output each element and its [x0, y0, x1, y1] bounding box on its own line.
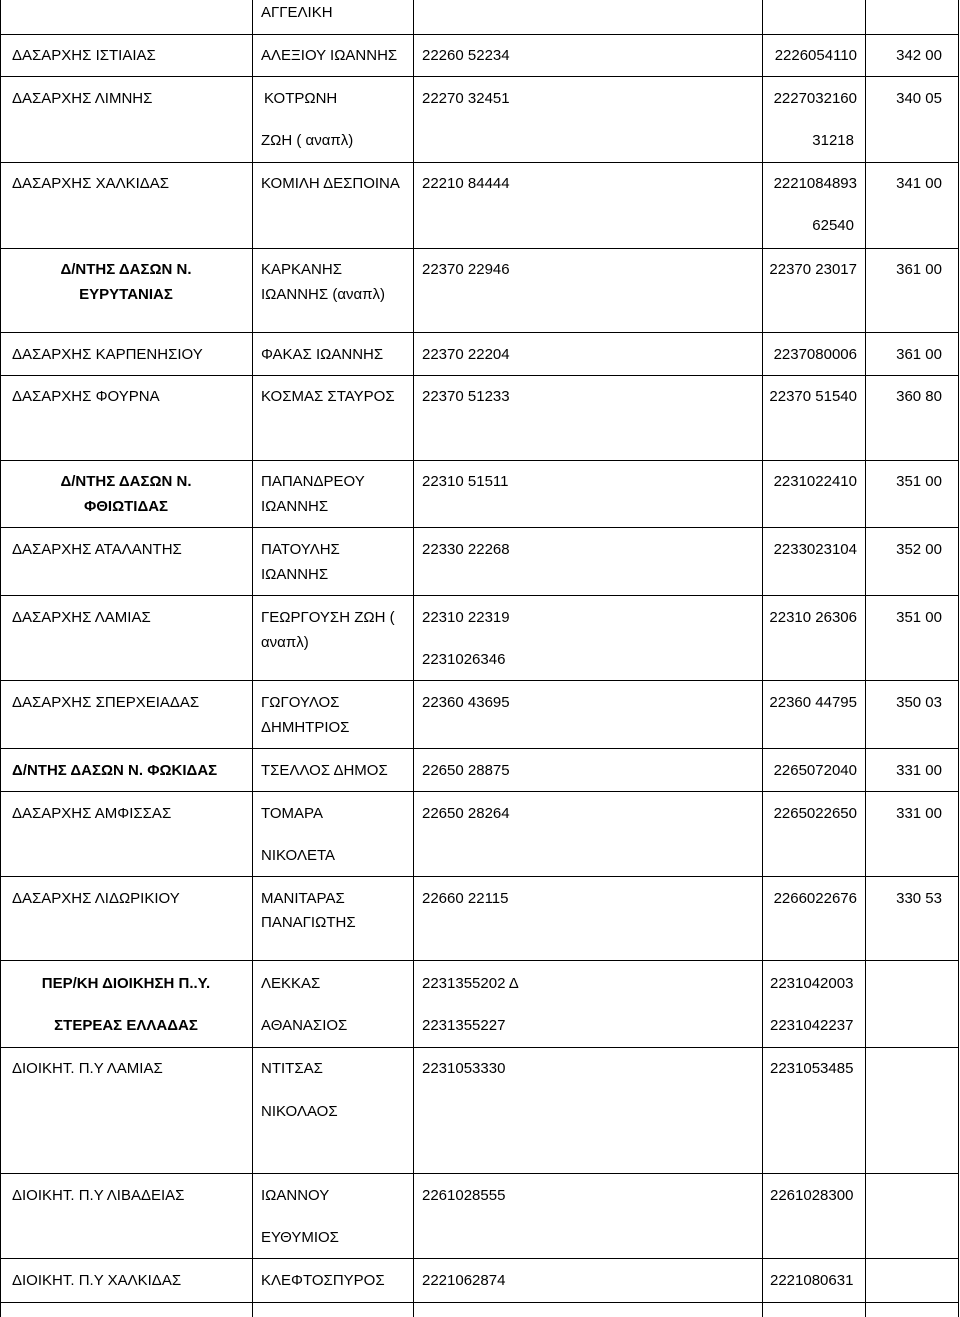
office-name-line2: ΕΥΡΥΤΑΝΙΑΣ	[79, 286, 173, 303]
person-name-line2: ΝΙΚΟΛΑΟΣ	[261, 1103, 338, 1120]
col-divider	[865, 0, 866, 1317]
phone-number: 22370 22204	[422, 346, 510, 363]
person-name: ΚΟΣΜΑΣ ΣΤΑΥΡΟΣ	[261, 388, 395, 405]
row-divider	[0, 876, 959, 877]
postal-code: 351 00	[896, 473, 942, 490]
phone-number: 2231053330	[422, 1060, 506, 1077]
postal-code: 361 00	[896, 261, 942, 278]
office-name: ΔΙΟΙΚΗΤ. Π.Υ ΛΑΜΙΑΣ	[12, 1060, 163, 1077]
person-name: ΚΟΤΡΩΝΗ	[264, 90, 338, 107]
row-divider	[0, 375, 959, 376]
office-name: Δ/ΝΤΗΣ ΔΑΣΩΝ Ν.	[60, 473, 192, 490]
col-divider	[0, 0, 1, 1317]
row-divider	[0, 960, 959, 961]
phone-number: 22330 22268	[422, 541, 510, 558]
fax-number: 2231042003	[770, 975, 854, 992]
postal-code: 342 00	[896, 47, 942, 64]
postal-code: 360 80	[896, 388, 942, 405]
phone-number: 22660 22115	[422, 890, 509, 907]
phone-number: 22370 51233	[422, 388, 510, 405]
person-name-line2: ΠΑΝΑΓΙΩΤΗΣ	[261, 914, 356, 931]
person-name: ΛΕΚΚΑΣ	[261, 975, 321, 992]
fax-number: 2266022676	[773, 890, 857, 907]
person-name-line2: ΙΩΑΝΝΗΣ	[261, 566, 329, 583]
person-name: ΚΛΕΦΤΟΣΠΥΡΟΣ	[261, 1272, 385, 1289]
person-name: ΤΣΕΛΛΟΣ ΔΗΜΟΣ	[261, 762, 388, 779]
phone-number-line2: 2231355227	[422, 1017, 506, 1034]
row-divider	[0, 1047, 959, 1048]
postal-code: 340 05	[896, 90, 942, 107]
person-name-line2: αναπλ)	[261, 634, 309, 651]
person-name: ΦΑΚΑΣ ΙΩΑΝΝΗΣ	[261, 346, 384, 363]
phone-number: 2221062874	[422, 1272, 506, 1289]
row-divider	[0, 680, 959, 681]
person-name-line2: ΙΩΑΝΝΗΣ	[261, 498, 329, 515]
col-divider	[762, 0, 763, 1317]
office-name: ΔΑΣΑΡΧΗΣ ΣΠΕΡΧΕΙΑΔΑΣ	[12, 694, 200, 711]
col-divider	[252, 0, 253, 1317]
fax-number: 2233023104	[773, 541, 857, 558]
postal-code: 361 00	[896, 346, 942, 363]
row-divider	[0, 248, 959, 249]
fax-number: 2231022410	[773, 473, 857, 490]
phone-number: 22360 43695	[422, 694, 510, 711]
person-name-line2: ΖΩΗ ( αναπλ)	[261, 132, 354, 149]
fax-number: 2265072040	[773, 762, 857, 779]
col-divider	[413, 0, 414, 1317]
office-name: Δ/ΝΤΗΣ ΔΑΣΩΝ Ν.	[60, 261, 192, 278]
fax-number: 2221084893	[773, 175, 857, 192]
postal-code: 351 00	[896, 609, 942, 626]
office-name-line2: ΣΤΕΡΕΑΣ ΕΛΛΑΔΑΣ	[54, 1017, 198, 1034]
office-name: ΔΑΣΑΡΧΗΣ ΦΟΥΡΝΑ	[12, 388, 160, 405]
person-name: ΝΤΙΤΣΑΣ	[261, 1060, 323, 1077]
fax-number: 22370 51540	[769, 388, 857, 405]
person-name: ΓΩΓΟΥΛΟΣ	[261, 694, 340, 711]
person-name-line2: ΔΗΜΗΤΡΙΟΣ	[261, 719, 350, 736]
row-divider	[0, 76, 959, 77]
phone-number: 22270 32451	[422, 90, 510, 107]
row-divider	[0, 34, 959, 35]
postal-code: 331 00	[896, 762, 942, 779]
office-name: ΔΑΣΑΡΧΗΣ ΛΙΔΩΡΙΚΙΟΥ	[12, 890, 180, 907]
fax-number-line2: 31218	[812, 132, 854, 149]
phone-number: 22370 22946	[422, 261, 510, 278]
row-divider	[0, 332, 959, 333]
fax-number-line2: 2231042237	[770, 1017, 854, 1034]
phone-number: 2231355202 Δ	[422, 975, 519, 992]
person-name-line2: ΝΙΚΟΛΕΤΑ	[261, 847, 336, 864]
fax-number: 2261028300	[770, 1187, 854, 1204]
fax-number: 2231053485	[770, 1060, 854, 1077]
phone-number: 22650 28875	[422, 762, 510, 779]
office-name-line2: ΦΘΙΩΤΙΔΑΣ	[83, 498, 169, 515]
row-divider	[0, 748, 959, 749]
person-name: ΜΑΝΙΤΑΡΑΣ	[261, 890, 345, 907]
phone-number: 22210 84444	[422, 175, 510, 192]
fax-number: 22360 44795	[769, 694, 857, 711]
postal-code: 350 03	[896, 694, 942, 711]
row-divider	[0, 791, 959, 792]
phone-number: 2261028555	[422, 1187, 506, 1204]
fax-number: 2237080006	[773, 346, 857, 363]
fax-number: 22310 26306	[769, 609, 857, 626]
person-name: ΠΑΤΟΥΛΗΣ	[261, 541, 340, 558]
postal-code: 330 53	[896, 890, 942, 907]
office-name: ΔΑΣΑΡΧΗΣ ΚΑΡΠΕΝΗΣΙΟΥ	[12, 346, 203, 363]
office-name: ΔΑΣΑΡΧΗΣ ΛΑΜΙΑΣ	[12, 609, 151, 626]
person-name: ΚΟΜΙΛΗ ΔΕΣΠΟΙΝΑ	[261, 175, 400, 192]
phone-number: 22310 51511	[422, 473, 509, 490]
office-name: ΔΙΟΙΚΗΤ. Π.Υ ΛΙΒΑΔΕΙΑΣ	[12, 1187, 185, 1204]
office-name: ΔΑΣΑΡΧΗΣ ΙΣΤΙΑΙΑΣ	[12, 47, 156, 64]
office-name: ΔΑΣΑΡΧΗΣ ΑΜΦΙΣΣΑΣ	[12, 805, 172, 822]
phone-number-line2: 2231026346	[422, 651, 506, 668]
office-name: ΔΑΣΑΡΧΗΣ ΧΑΛΚΙΔΑΣ	[12, 175, 170, 192]
person-name-line2: ΑΘΑΝΑΣΙΟΣ	[261, 1017, 348, 1034]
person-name: ΑΓΓΕΛΙΚΗ	[261, 4, 333, 21]
office-name: ΔΑΣΑΡΧΗΣ ΑΤΑΛΑΝΤΗΣ	[12, 541, 182, 558]
person-name: ΙΩΑΝΝΟΥ	[261, 1187, 330, 1204]
fax-number: 2226054110	[774, 47, 857, 64]
row-divider	[0, 162, 959, 163]
person-name-line2: ΕΥΘΥΜΙΟΣ	[261, 1229, 339, 1246]
person-name: ΚΑΡΚΑΝΗΣ	[261, 261, 342, 278]
row-divider	[0, 460, 959, 461]
row-divider	[0, 527, 959, 528]
row-divider	[0, 1302, 959, 1303]
fax-number: 2265022650	[773, 805, 857, 822]
phone-number: 22310 22319	[422, 609, 510, 626]
phone-number: 22650 28264	[422, 805, 510, 822]
row-divider	[0, 1258, 959, 1259]
postal-code: 352 00	[896, 541, 942, 558]
fax-number: 2227032160	[773, 90, 857, 107]
person-name: ΤΟΜΑΡΑ	[261, 805, 323, 822]
row-divider	[0, 595, 959, 596]
office-name: ΔΑΣΑΡΧΗΣ ΛΙΜΝΗΣ	[12, 90, 153, 107]
row-divider	[0, 1173, 959, 1174]
col-divider	[958, 0, 959, 1317]
fax-number: 2221080631	[770, 1272, 854, 1289]
fax-number-line2: 62540	[812, 217, 854, 234]
person-name: ΓΕΩΡΓΟΥΣΗ ΖΩΗ (	[261, 609, 395, 626]
phone-number: 22260 52234	[422, 47, 510, 64]
person-name: ΑΛΕΞΙΟΥ ΙΩΑΝΝΗΣ	[261, 47, 398, 64]
office-name: ΔΙΟΙΚΗΤ. Π.Υ ΧΑΛΚΙΔΑΣ	[12, 1272, 182, 1289]
office-name: ΠΕΡ/ΚΗ ΔΙΟΙΚΗΣΗ Π..Υ.	[41, 975, 211, 992]
person-name: ΠΑΠΑΝΔΡΕΟΥ	[261, 473, 365, 490]
person-name-line2: ΙΩΑΝΝΗΣ (αναπλ)	[261, 286, 386, 303]
postal-code: 331 00	[896, 805, 942, 822]
fax-number: 22370 23017	[769, 261, 857, 278]
office-name: Δ/ΝΤΗΣ ΔΑΣΩΝ Ν. ΦΩΚΙΔΑΣ	[12, 762, 218, 779]
postal-code: 341 00	[896, 175, 942, 192]
